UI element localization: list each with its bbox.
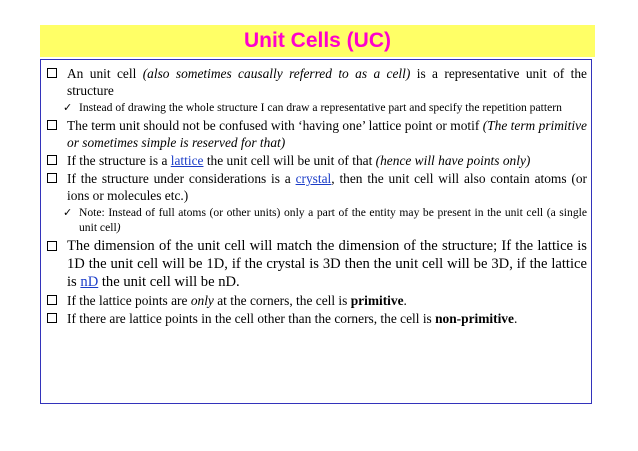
text-segment: at the corners, the cell is (213, 293, 351, 308)
text-segment: (hence will have points only) (375, 153, 531, 168)
square-bullet-icon (47, 68, 57, 78)
slide-title: Unit Cells (UC) (244, 29, 391, 52)
text-link[interactable]: lattice (170, 153, 204, 168)
bullet-item (45, 237, 587, 291)
text-segment: Note: Instead of full atoms (or other units) only a part of the entity may be present in the unit cell (a single unit cell (79, 206, 587, 234)
text-segment: primitive (350, 293, 404, 308)
text-segment: . (403, 293, 407, 308)
checkmark-icon: ✓ (63, 206, 73, 219)
square-bullet-icon (47, 155, 57, 165)
text-segment: An unit cell (67, 66, 143, 81)
bullet-item (45, 310, 587, 327)
text-segment: ) (116, 221, 121, 234)
text-segment: the unit cell will be nD. (98, 274, 240, 290)
text-segment: . (513, 311, 518, 326)
checkmark-icon: ✓ (63, 101, 73, 114)
square-bullet-icon (47, 313, 57, 323)
sub-bullet-item (45, 100, 587, 115)
square-bullet-icon (47, 241, 57, 251)
text-segment: The dimension of the unit cell will match the dimension of the structure; If the lattice is 1D the unit cell will be 1D, if the crystal is 3D then the unit cell will be 3D, if the lattice is (67, 238, 587, 290)
content-box (40, 59, 592, 404)
text-segment: If there are lattice points in the cell other than the corners, the cell is (67, 311, 436, 326)
text-segment: If the lattice points are (67, 293, 191, 308)
text-segment: The term unit should not be confused with ‘having one’ lattice point or motif (67, 118, 483, 133)
square-bullet-icon (47, 295, 57, 305)
bullet-item (45, 65, 587, 99)
text-segment: only (190, 293, 214, 308)
text-segment: If the structure under considerations is a (67, 171, 296, 186)
sub-bullet-item (45, 205, 587, 235)
square-bullet-icon (47, 120, 57, 130)
text-segment: (also sometimes causally referred to as a cell) (142, 66, 411, 81)
slide-title-bar (40, 25, 595, 57)
text-segment: If the structure is a (67, 153, 171, 168)
text-segment: non-primitive (435, 311, 514, 326)
text-segment: , then the unit cell will also contain atoms (or ions or molecules etc.) (67, 171, 587, 203)
text-link[interactable]: nD (80, 274, 99, 290)
text-segment: (The term primitive or sometimes simple is reserved for that) (67, 118, 587, 150)
text-segment: the unit cell will be unit of that (203, 153, 376, 168)
bullet-item (45, 170, 587, 204)
text-segment: Instead of drawing the whole structure I can draw a representative part and specify the repetition pattern (79, 101, 562, 114)
bullet-item (45, 117, 587, 151)
square-bullet-icon (47, 173, 57, 183)
text-segment: is a representative unit of the structure (67, 66, 587, 98)
bullet-item (45, 152, 587, 169)
bullet-item (45, 292, 587, 309)
text-link[interactable]: crystal (295, 171, 332, 186)
